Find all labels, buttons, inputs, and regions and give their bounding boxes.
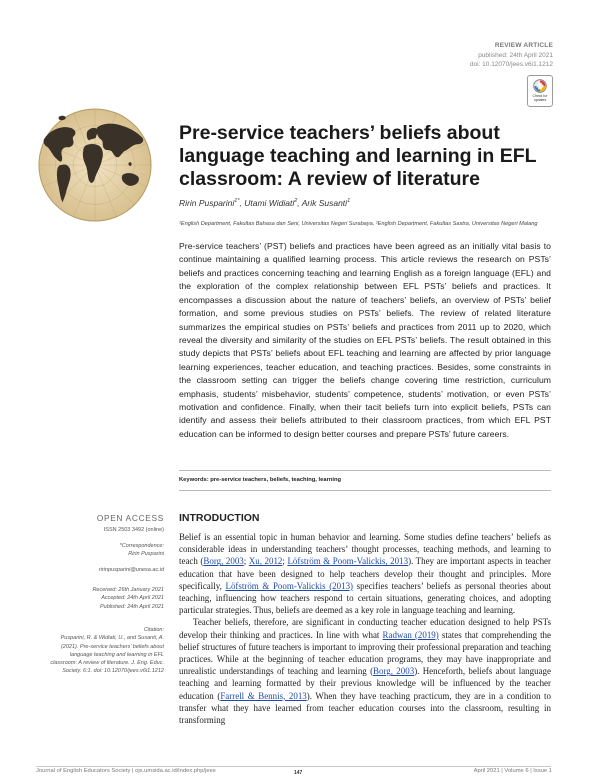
accepted-date: Accepted: 24th April 2021 — [101, 595, 164, 602]
author-name: Arik Susanti — [301, 198, 348, 208]
citation-link[interactable]: Löfström & Poom-Valickis (2013) — [225, 580, 354, 591]
text-run: states that comprehending the belief structures of future teachers is important to improving their professional preparation and teaching practices. While at the beginning of teacher education programs, they may have inappropriate and unrealistic understandings of teaching and learning ( — [179, 629, 551, 677]
author-name: Ririn Pusparini — [179, 198, 235, 208]
citation-link[interactable]: Radwan (2019) — [382, 629, 439, 640]
footer-divider — [36, 766, 551, 767]
citation-label: Citation: — [143, 627, 164, 633]
open-access-label: OPEN ACCESS — [96, 513, 164, 523]
footer-issue: April 2021 | Volume 6 | Issue 1 — [473, 768, 552, 774]
footer-journal[interactable]: Journal of English Educators Society | ojs.umsida.ac.id/index.php/jees — [36, 768, 216, 774]
text-run: Teacher beliefs, therefore, are significant in conducting teacher education designed to help PSTs develop their thinking and practices. In line with what — [179, 617, 551, 640]
correspondence-email[interactable]: ririnpusparini@unesa.ac.id — [98, 567, 164, 573]
author-affiliation-mark: 2 — [294, 198, 298, 205]
text-run: ). They are important aspects in teacher education that have been designed to help teachers develop their thought and principles. More specifically, — [179, 556, 552, 591]
abstract: Pre-service teachers’ (PST) beliefs and practices have been agreed as an initially vital basis to continue maintaining a qualified learning process. This article reviews the research on PSTs’ beliefs and practices concerning teaching and learning English as a foreign language (EFL) and the exploration of the complex relationship between EFL PSTs’ beliefs and practices. It encompasses a discussion about the nature of teachers’ beliefs, an overview of PSTs’ belief formation, and some previous studies on PSTs’ beliefs. The review of related literature summarizes the empirical studies on PSTs’ beliefs and practices from 2011 up to 2020, which reveal the diversity and similarity of the studies on EFL PSTs’ beliefs. The result obtained in this study depicts that PSTs’ beliefs about EFL teaching and learning are affected by prior language learning experiences, teacher education, and teaching practices. Besides, some constraints in the classroom setting can trigger the beliefs change covering time restriction, curriculum emphasis, students’ misbehavior, students’ competence, students’ motivation, or even PSTs’ motivation and confidence. Finally, when their tacit beliefs turn into explicit beliefs, PSTs can identify and assess their beliefs attributed to their classroom practices, from which EFL PST education can be informed to design better courses and prepare PSTs’ future careers. — [179, 241, 551, 439]
text-run: Belief is an essential topic in human behavior and learning. Some studies define teachers’ beliefs as considerable ideas in understanding teachers’ thought processes, teaching methods, and learning to teach ( — [179, 532, 551, 567]
correspondence-label: *Correspondence: — [119, 543, 164, 549]
citation-block — [36, 626, 164, 676]
author-affiliation-mark: 1* — [234, 198, 240, 205]
citation-link[interactable]: Xu, 2012 — [248, 556, 283, 567]
correspondence-name: Ririn Pusparini — [128, 551, 164, 558]
keywords-bottom-divider — [179, 490, 551, 491]
affiliations: ¹English Department, Fakultas Bahasa dan Seni, Universitas Negeri Surabaya, ²English Department, Fakultas Sastra, Universitas Negeri Malang — [179, 221, 538, 227]
published-date: published: 24th April 2021 — [478, 51, 553, 59]
author-list: Ririn Pusparini$^{1*}$, Utami Widiati$^2$, Arik Susanti$^1$ — [179, 198, 351, 208]
text-run: ). Henceforth, beliefs about language teaching and learning formatted by their previous knowledge will be influenced by the teacher education ( — [179, 666, 551, 701]
author-affiliation-mark: 1 — [347, 198, 351, 205]
citation-text: Pusparini, R. & Widiati, U., and Susanti, A. (2021). Pre-service teachers’ beliefs about language teaching and learning in EFL classroom: A review of literature. J. Eng. Educ. Society. 6:1. doi: 10.12070/jees.v6i1.1212 — [50, 635, 164, 675]
section-heading-introduction: INTRODUCTION — [179, 512, 260, 524]
citation-link[interactable]: Borg, 2003 — [203, 556, 244, 567]
correspondence — [36, 542, 164, 559]
doi: doi: 10.12070/jees.v6i1.1212 — [469, 61, 553, 68]
crossmark-icon — [533, 79, 547, 93]
issn: ISSN 2503 3492 (online) — [103, 527, 164, 533]
introduction-body — [179, 531, 551, 726]
text-run: ). When they have teaching practicum, they are in a condition to transfer what they have learned from teacher education courses into the classroom, resulting in transforming — [179, 690, 552, 726]
article-dates — [36, 586, 164, 611]
article-title: Pre-service teachers’ beliefs about language teaching and learning in EFL classroom: A review of literature — [179, 122, 537, 190]
text-run: ; — [282, 556, 288, 567]
paragraph — [179, 616, 551, 726]
keywords-top-divider — [179, 470, 551, 471]
article-header — [470, 41, 553, 70]
citation-link[interactable]: Löfström & Poom-Valickis, 2013 — [287, 556, 409, 567]
keywords: Keywords: pre-service teachers, beliefs, teaching, learning — [179, 477, 342, 483]
published-date-side: Published: 24th April 2021 — [99, 603, 164, 610]
received-date: Received: 26th January 2021 — [92, 587, 164, 593]
text-run: specifies teachers’ beliefs as personal theories about teaching, influencing how teachers respond to certain situations, generating choices, and adopting particular strategies. Thus, beliefs are deemed as a key role in language teaching and learning. — [179, 580, 551, 616]
author-name: Utami Widiati — [244, 198, 295, 208]
article-type: REVIEW ARTICLE — [494, 42, 553, 49]
crossmark-badge[interactable] — [527, 75, 553, 107]
text-run: ; — [243, 556, 249, 567]
citation-link[interactable]: Farrell & Bennis, 2013 — [220, 690, 307, 701]
world-map-illustration — [36, 106, 154, 224]
paragraph — [179, 531, 551, 616]
page-number: 147 — [294, 770, 303, 776]
citation-link[interactable]: Borg, 2003 — [373, 666, 415, 677]
crossmark-label: Check for updates — [532, 94, 548, 102]
